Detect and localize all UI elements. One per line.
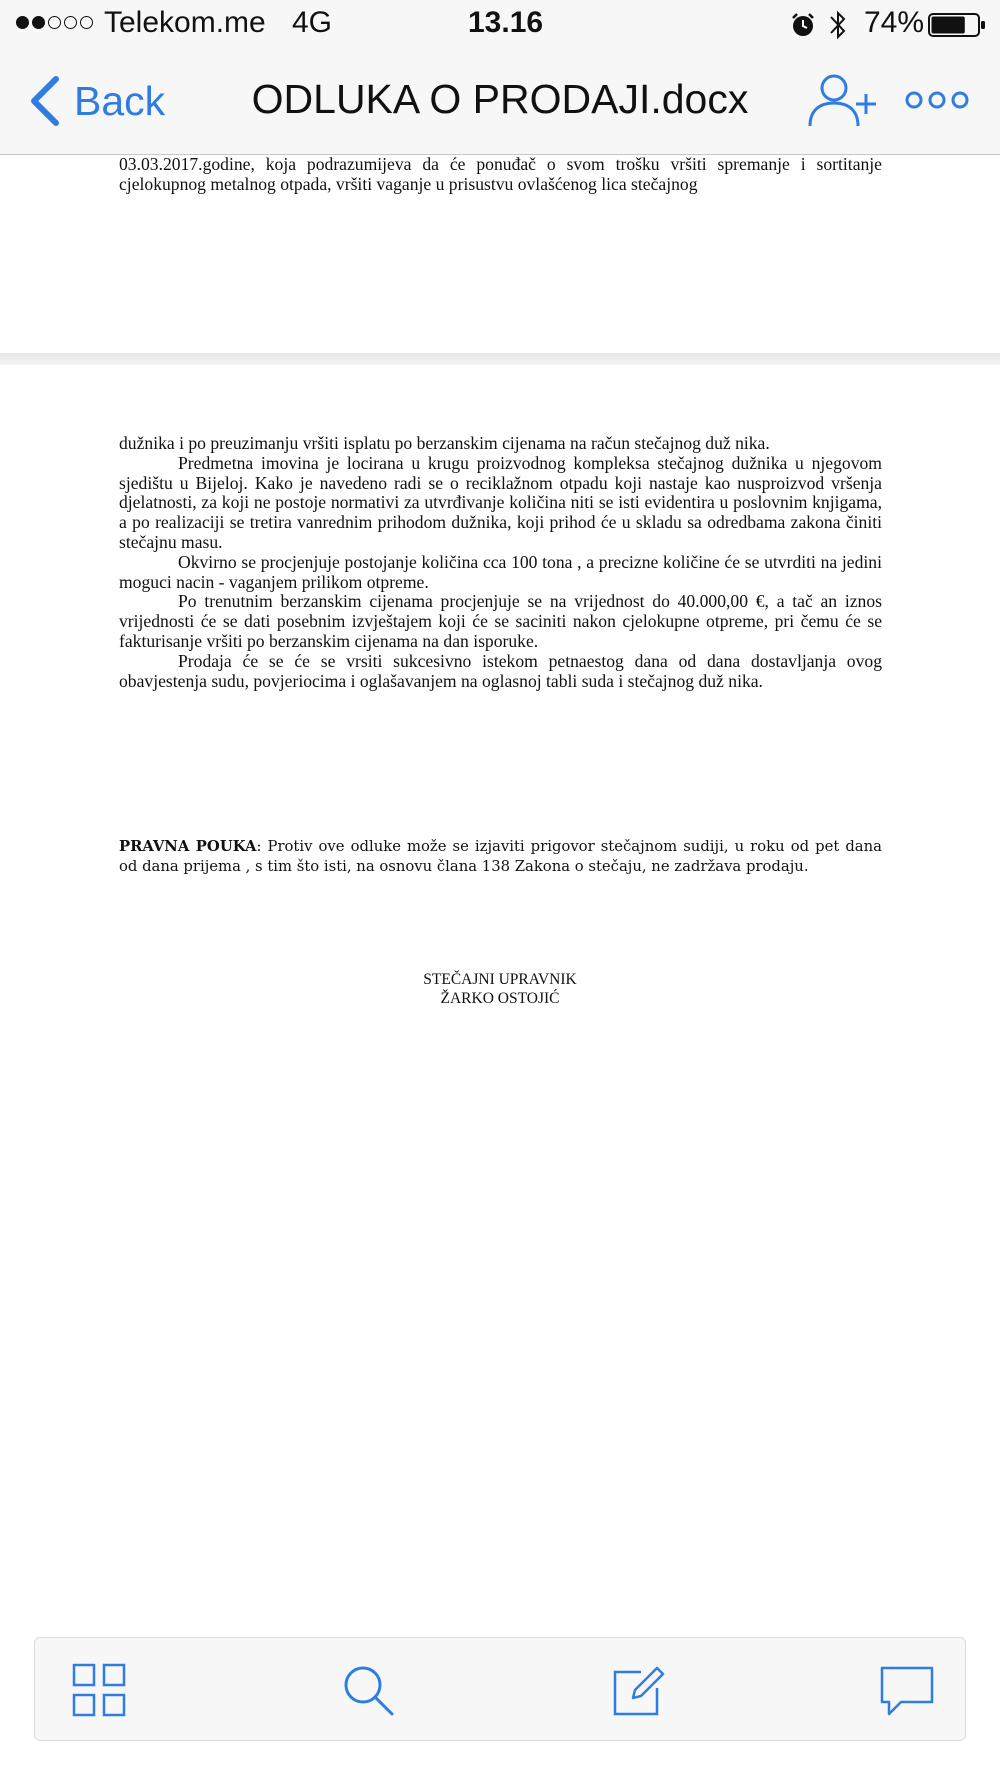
more-options-icon[interactable]: [904, 88, 970, 112]
document-page: [0, 365, 1000, 1637]
alarm-icon: [790, 12, 816, 38]
navigation-bar: [0, 48, 1000, 155]
signal-dot: [80, 16, 93, 29]
signal-dot: [16, 16, 29, 29]
legal-notice-label: PRAVNA POUKA: [119, 838, 257, 855]
battery-fill: [932, 17, 965, 34]
signal-strength: [16, 16, 93, 29]
document-title: ODLUKA O PRODAJI.docx: [251, 76, 749, 122]
document-page: [0, 155, 1000, 353]
battery-percent: 74%: [864, 6, 925, 39]
grid-icon[interactable]: [71, 1662, 127, 1718]
legal-notice-text: : Protiv ove odluke može se izjaviti prigovor stečajnom sudiji, u roku od pet dana od dana prijema , s tim što isti, na osnovu člana 138 Zakona o stečaju, ne zadržava prodaju.: [119, 838, 882, 875]
battery-icon: [928, 13, 986, 37]
bluetooth-icon: [828, 8, 848, 42]
paragraph: Predmetna imovina je locirana u krugu proizvodnog kompleksa stečajnog dužnika u njegovom sjedištu u Bijeloj. Kako je navedeno radi se o reciklažnom otpadu koji nastaje kao nusproizvod vršenja djelatnosti, za koji ne postoje normativi za utvrđivanje količina niti se isti evidentira u poslovnim knjigama, a po realizaciji se tretira vanrednim prihodom dužnika, koji prihod će u skladu sa odredbama zakona činiti stečajnu masu.: [119, 452, 882, 552]
signal-dot: [64, 16, 77, 29]
edit-icon[interactable]: [611, 1662, 667, 1718]
signature-title: STEČAJNI UPRAVNIK: [423, 971, 577, 988]
status-bar: [0, 0, 1000, 48]
back-label: Back: [74, 77, 166, 124]
add-person-icon[interactable]: [806, 72, 878, 128]
clock: 13.16: [468, 6, 544, 39]
paragraph: Po trenutnim berzanskim cijenama procjenjuje se na vrijednost do 40.000,00 €, a tač an iznos vrijednosti će se dati posebnim izvještajem koji će se saciniti nakon cjelokupne otpreme, pri čemu će se fakturisanje vršiti po berzanskim cijenama na dan isporuke.: [119, 591, 882, 651]
paragraph: 03.03.2017.godine, koja podrazumijeva da će ponuđač o svom trošku vršiti spremanje i sortitanje cjelokupnog metalnog otpada, vršiti vaganje u prisustvu ovlašćenog lica stečajnog: [119, 154, 882, 194]
signature-name: ŽARKO OSTOJIĆ: [440, 990, 560, 1007]
carrier-name: Telekom.me: [104, 6, 266, 39]
page-separator: [0, 353, 1000, 365]
paragraph: Okvirno se procjenjuje postojanje količina cca 100 tona , a precizne količine će se utvrditi na jedini moguci nacin - vaganjem prilikom otpreme.: [119, 551, 882, 592]
signal-dot: [48, 16, 61, 29]
network-type: 4G: [292, 6, 333, 39]
bottom-toolbar: [34, 1637, 966, 1741]
paragraph: Prodaja će se će se vrsiti sukcesivno istekom petnaestog dana od dana dostavljanja ovog obavjestenja sudu, povjeriocima i oglašavanjem na oglasnoj tabli suda i stečajnog duž nika.: [119, 650, 882, 691]
search-icon[interactable]: [340, 1662, 396, 1718]
legal-notice: [119, 837, 882, 877]
signal-dot: [32, 16, 45, 29]
page2-body: [119, 434, 882, 691]
page1-text: [119, 155, 882, 195]
paragraph: dužnika i po preuzimanju vršiti isplatu po berzanskim cijenama na račun stečajnog duž nika.: [119, 433, 770, 453]
comment-icon[interactable]: [879, 1662, 935, 1718]
